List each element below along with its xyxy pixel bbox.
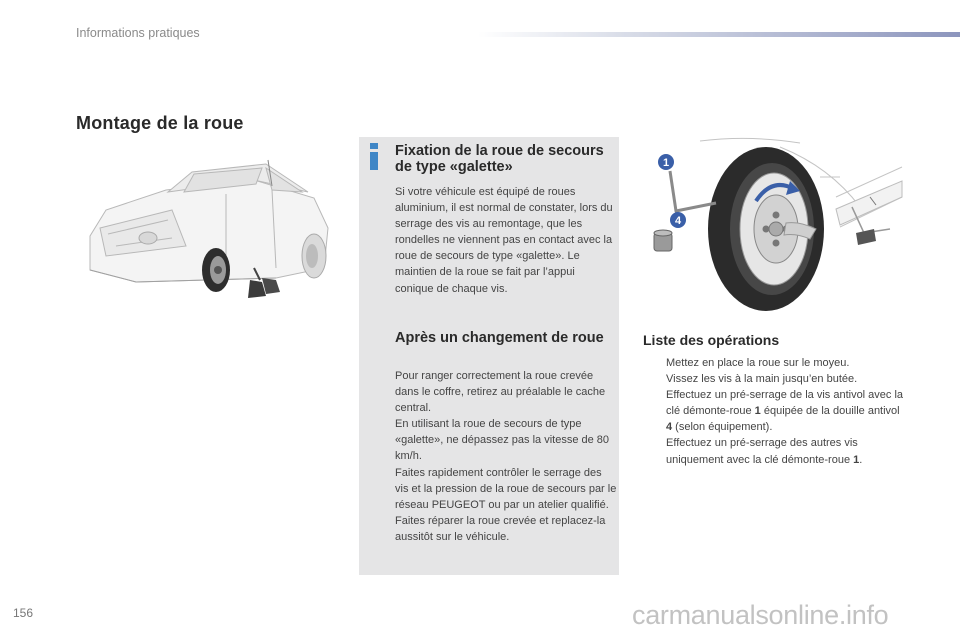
operation-text: Vissez les vis à la main jusqu’en butée. xyxy=(666,373,858,386)
spare-wheel-heading: Fixation de la roue de secours de type «galette» xyxy=(395,143,604,175)
car-jack-illustration xyxy=(76,150,336,310)
after-change-line: Faites réparer la roue crevée et replacez-la aussitôt sur le véhicule. xyxy=(395,514,606,543)
operations-list xyxy=(643,355,908,468)
operation-text: équipée de la douille antivol xyxy=(760,405,900,418)
operations-heading: Liste des opérations xyxy=(643,332,780,348)
operation-text: Mettez en place la roue sur le moyeu. xyxy=(666,357,850,369)
operation-ref: 4 xyxy=(666,421,673,434)
callout-4-label: 4 xyxy=(674,215,682,227)
info-box xyxy=(359,137,619,575)
spare-wheel-text: Si votre véhicule est équipé de roues aluminium, il est normal de constater, lors du serrage des vis au remontage, que les rondelles ne viennent pas en contact avec la roue de secours de type «galette». Le maintien de la roue se fait par l’appui conique de chaque vis. xyxy=(395,186,613,295)
operation-item xyxy=(643,371,908,387)
operation-text: . xyxy=(859,453,863,466)
operation-text: (selon équipement). xyxy=(672,421,773,434)
operation-ref: 1 xyxy=(754,405,761,418)
after-change-text xyxy=(395,368,617,545)
watermark: carmanualsonline.info xyxy=(632,600,889,630)
operation-ref: 1 xyxy=(853,453,860,466)
operation-text: Effectuez un pré-serrage de la vis antivol avec la clé démonte-roue xyxy=(666,389,904,418)
after-change-line: En utilisant la roue de secours de type «galette», ne dépassez pas la vitesse de 80 km/h. xyxy=(395,418,610,463)
page-number: 156 xyxy=(13,606,34,620)
after-change-line: Pour ranger correctement la roue crevée dans le coffre, retirez au préalable le cache central. xyxy=(395,370,606,415)
after-change-heading: Après un changement de roue xyxy=(395,330,604,346)
wheel-mounting-illustration xyxy=(640,137,906,317)
after-change-line: Faites rapidement contrôler le serrage des vis et la pression de la roue de secours par le réseau PEUGEOT ou par un atelier qualifié. xyxy=(395,466,617,511)
info-icon xyxy=(367,143,381,170)
section-header: Informations pratiques xyxy=(76,26,200,40)
callout-1-label: 1 xyxy=(662,157,670,169)
operation-text: Effectuez un pré-serrage des autres vis uniquement avec la clé démonte-roue xyxy=(666,437,858,466)
operation-item xyxy=(643,387,908,435)
header-gradient-bar xyxy=(478,32,960,37)
operation-item xyxy=(643,435,908,467)
operation-item xyxy=(643,355,908,371)
page-title: Montage de la roue xyxy=(76,113,244,134)
